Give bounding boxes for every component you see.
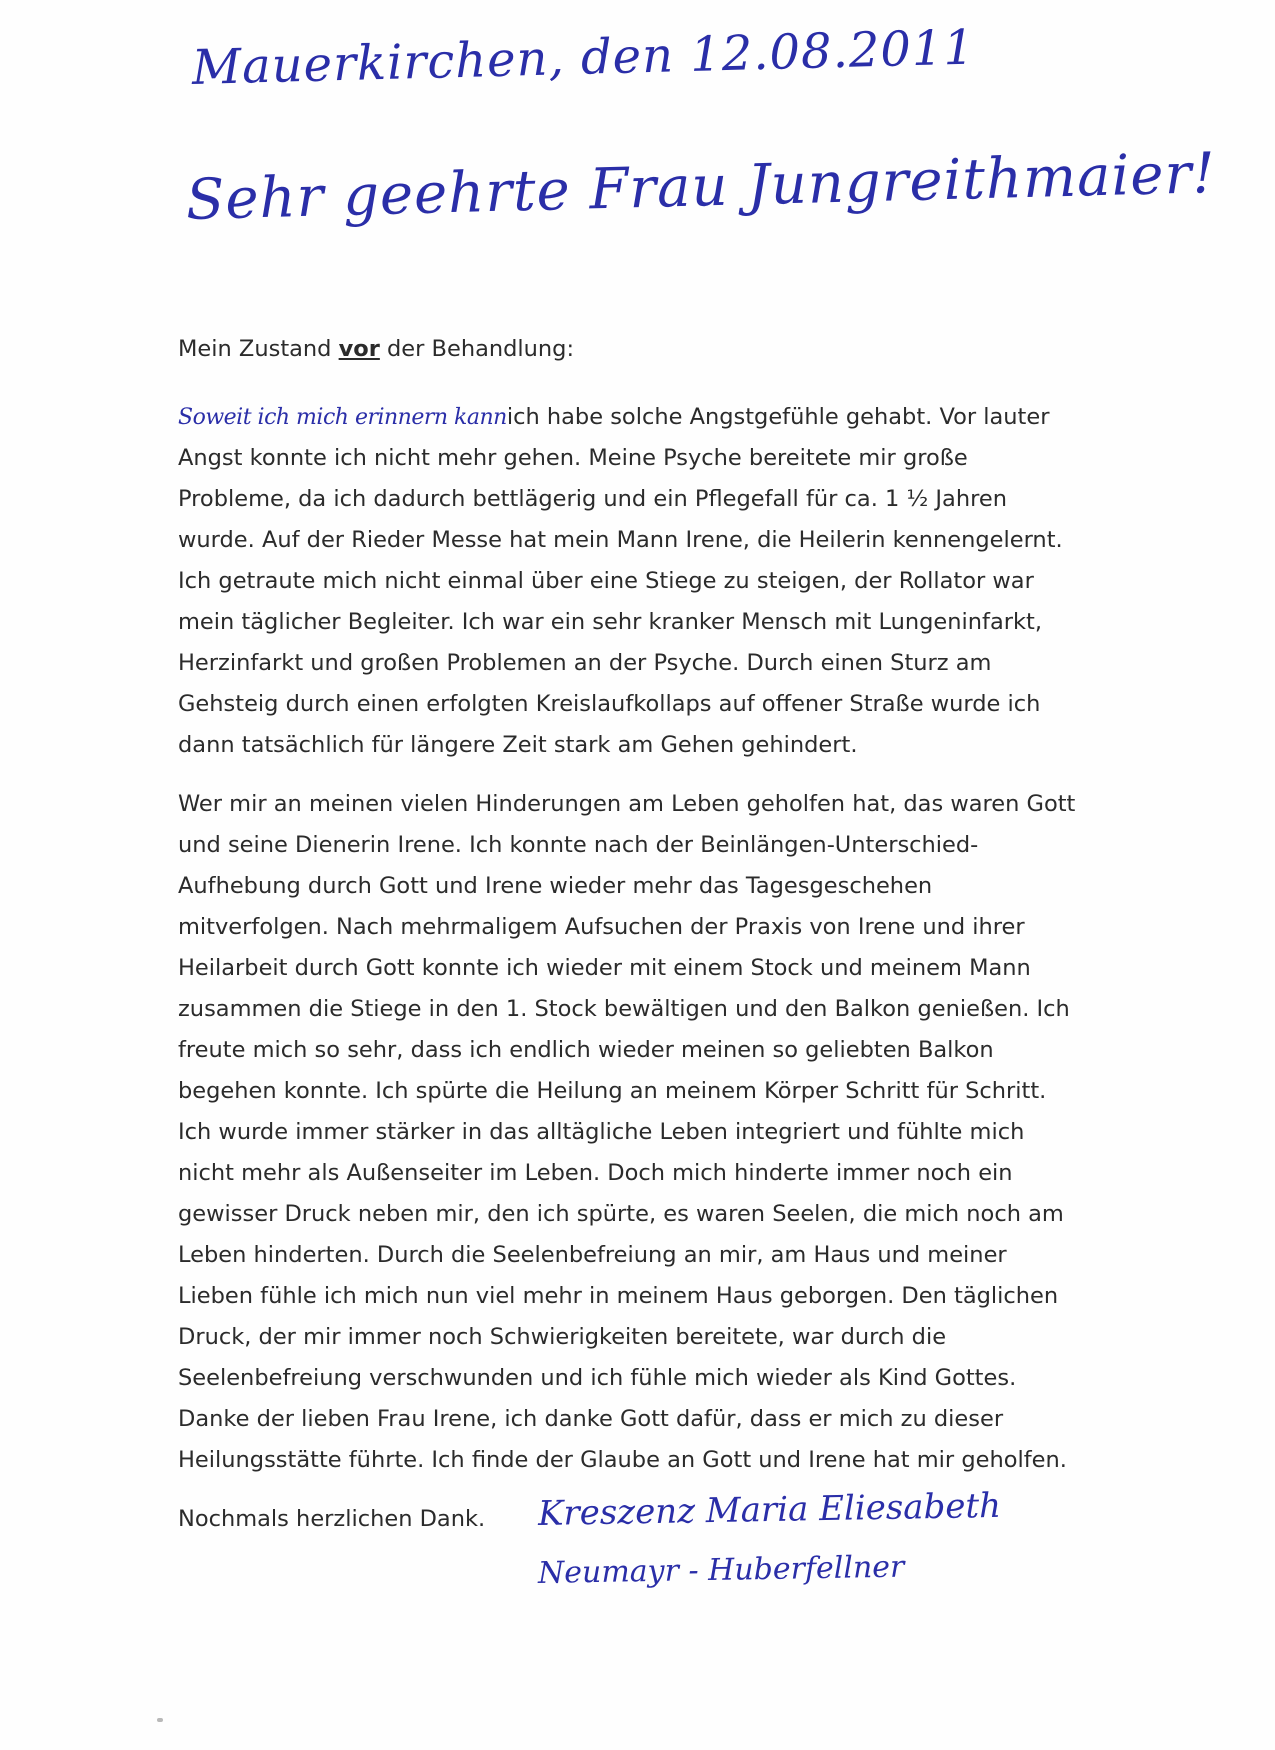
paragraph-line: zusammen die Stiege in den 1. Stock bewältigen und den Balkon genießen. Ich: [178, 996, 1070, 1022]
handwritten-date-line: Mauerkirchen, den 12.08.2011: [191, 19, 976, 96]
paragraph-line: mein täglicher Begleiter. Ich war ein sehr kranker Mensch mit Lungeninfarkt,: [178, 609, 1042, 635]
paragraph-line: wurde. Auf der Rieder Messe hat mein Mann Irene, die Heilerin kennengelernt.: [178, 527, 1063, 553]
paragraph-line: Heilungsstätte führte. Ich finde der Glaube an Gott und Irene hat mir geholfen.: [178, 1447, 1067, 1473]
paragraph-line: Herzinfarkt und großen Problemen an der Psyche. Durch einen Sturz am: [178, 650, 992, 676]
heading-after: der Behandlung:: [379, 336, 575, 362]
paragraph-line: Wer mir an meinen vielen Hinderungen am Leben geholfen hat, das waren Gott: [178, 791, 1076, 817]
heading-before: Mein Zustand: [178, 336, 339, 362]
paragraph-line: Seelenbefreiung verschwunden und ich fühle mich wieder als Kind Gottes.: [178, 1365, 1017, 1391]
paragraph-after-treatment: [178, 784, 1138, 1481]
handwritten-inline-phrase: Soweit ich mich erinnern kann: [178, 405, 507, 430]
paragraph-line: gewisser Druck neben mir, den ich spürte, es waren Seelen, die mich noch am: [178, 1201, 1064, 1227]
paragraph-line: Probleme, da ich dadurch bettlägerig und ein Pflegefall für ca. 1 ½ Jahren: [178, 486, 1007, 512]
paragraph-line: Lieben fühle ich mich nun viel mehr in meinem Haus geborgen. Den täglichen: [178, 1283, 1059, 1309]
paragraph-line: Gehsteig durch einen erfolgten Kreislaufkollaps auf offener Straße wurde ich: [178, 691, 1041, 717]
section-heading: [178, 336, 574, 362]
paragraph-line: und seine Dienerin Irene. Ich konnte nach der Beinlängen-Unterschied-: [178, 832, 979, 858]
paragraph-line: [178, 397, 1138, 438]
paragraph-line: nicht mehr als Außenseiter im Leben. Doch mich hinderte immer noch ein: [178, 1160, 1013, 1186]
closing-line: Nochmals herzlichen Dank.: [178, 1506, 486, 1532]
paragraph-line: Druck, der mir immer noch Schwierigkeiten bereitete, war durch die: [178, 1324, 947, 1350]
paragraph-before-treatment: [178, 397, 1138, 766]
paper-speck: [157, 1718, 163, 1722]
paragraph-line: freute mich so sehr, dass ich endlich wieder meinen so geliebten Balkon: [178, 1037, 994, 1063]
paragraph-line: mitverfolgen. Nach mehrmaligem Aufsuchen der Praxis von Irene und ihrer: [178, 914, 1025, 940]
signature-name: Kreszenz Maria Eliesabeth: [537, 1485, 1002, 1534]
handwritten-greeting: Sehr geehrte Frau Jungreithmaier!: [185, 141, 1217, 233]
paragraph-line: begehen konnte. Ich spürte die Heilung an meinem Körper Schritt für Schritt.: [178, 1078, 1047, 1104]
paragraph-line: Ich getraute mich nicht einmal über eine Stiege zu steigen, der Rollator war: [178, 568, 1034, 594]
paragraph-line: Danke der lieben Frau Irene, ich danke Gott dafür, dass er mich zu dieser: [178, 1406, 1004, 1432]
paragraph-line: dann tatsächlich für längere Zeit stark am Gehen gehindert.: [178, 732, 858, 758]
paragraph-line: Angst konnte ich nicht mehr gehen. Meine Psyche bereitete mir große: [178, 445, 968, 471]
paragraph-line: Leben hinderten. Durch die Seelenbefreiung an mir, am Haus und meiner: [178, 1242, 1007, 1268]
paragraph-line: Aufhebung durch Gott und Irene wieder mehr das Tagesgeschehen: [178, 873, 933, 899]
heading-emphasis: vor: [338, 336, 380, 362]
paragraph-line: Ich wurde immer stärker in das alltägliche Leben integriert und fühlte mich: [178, 1119, 1025, 1145]
signature-surname: Neumayr - Huberfellner: [537, 1549, 905, 1591]
paragraph-line: Heilarbeit durch Gott konnte ich wieder mit einem Stock und meinem Mann: [178, 955, 1031, 981]
paragraph-line-text: ich habe solche Angstgefühle gehabt. Vor lauter: [506, 404, 1050, 430]
